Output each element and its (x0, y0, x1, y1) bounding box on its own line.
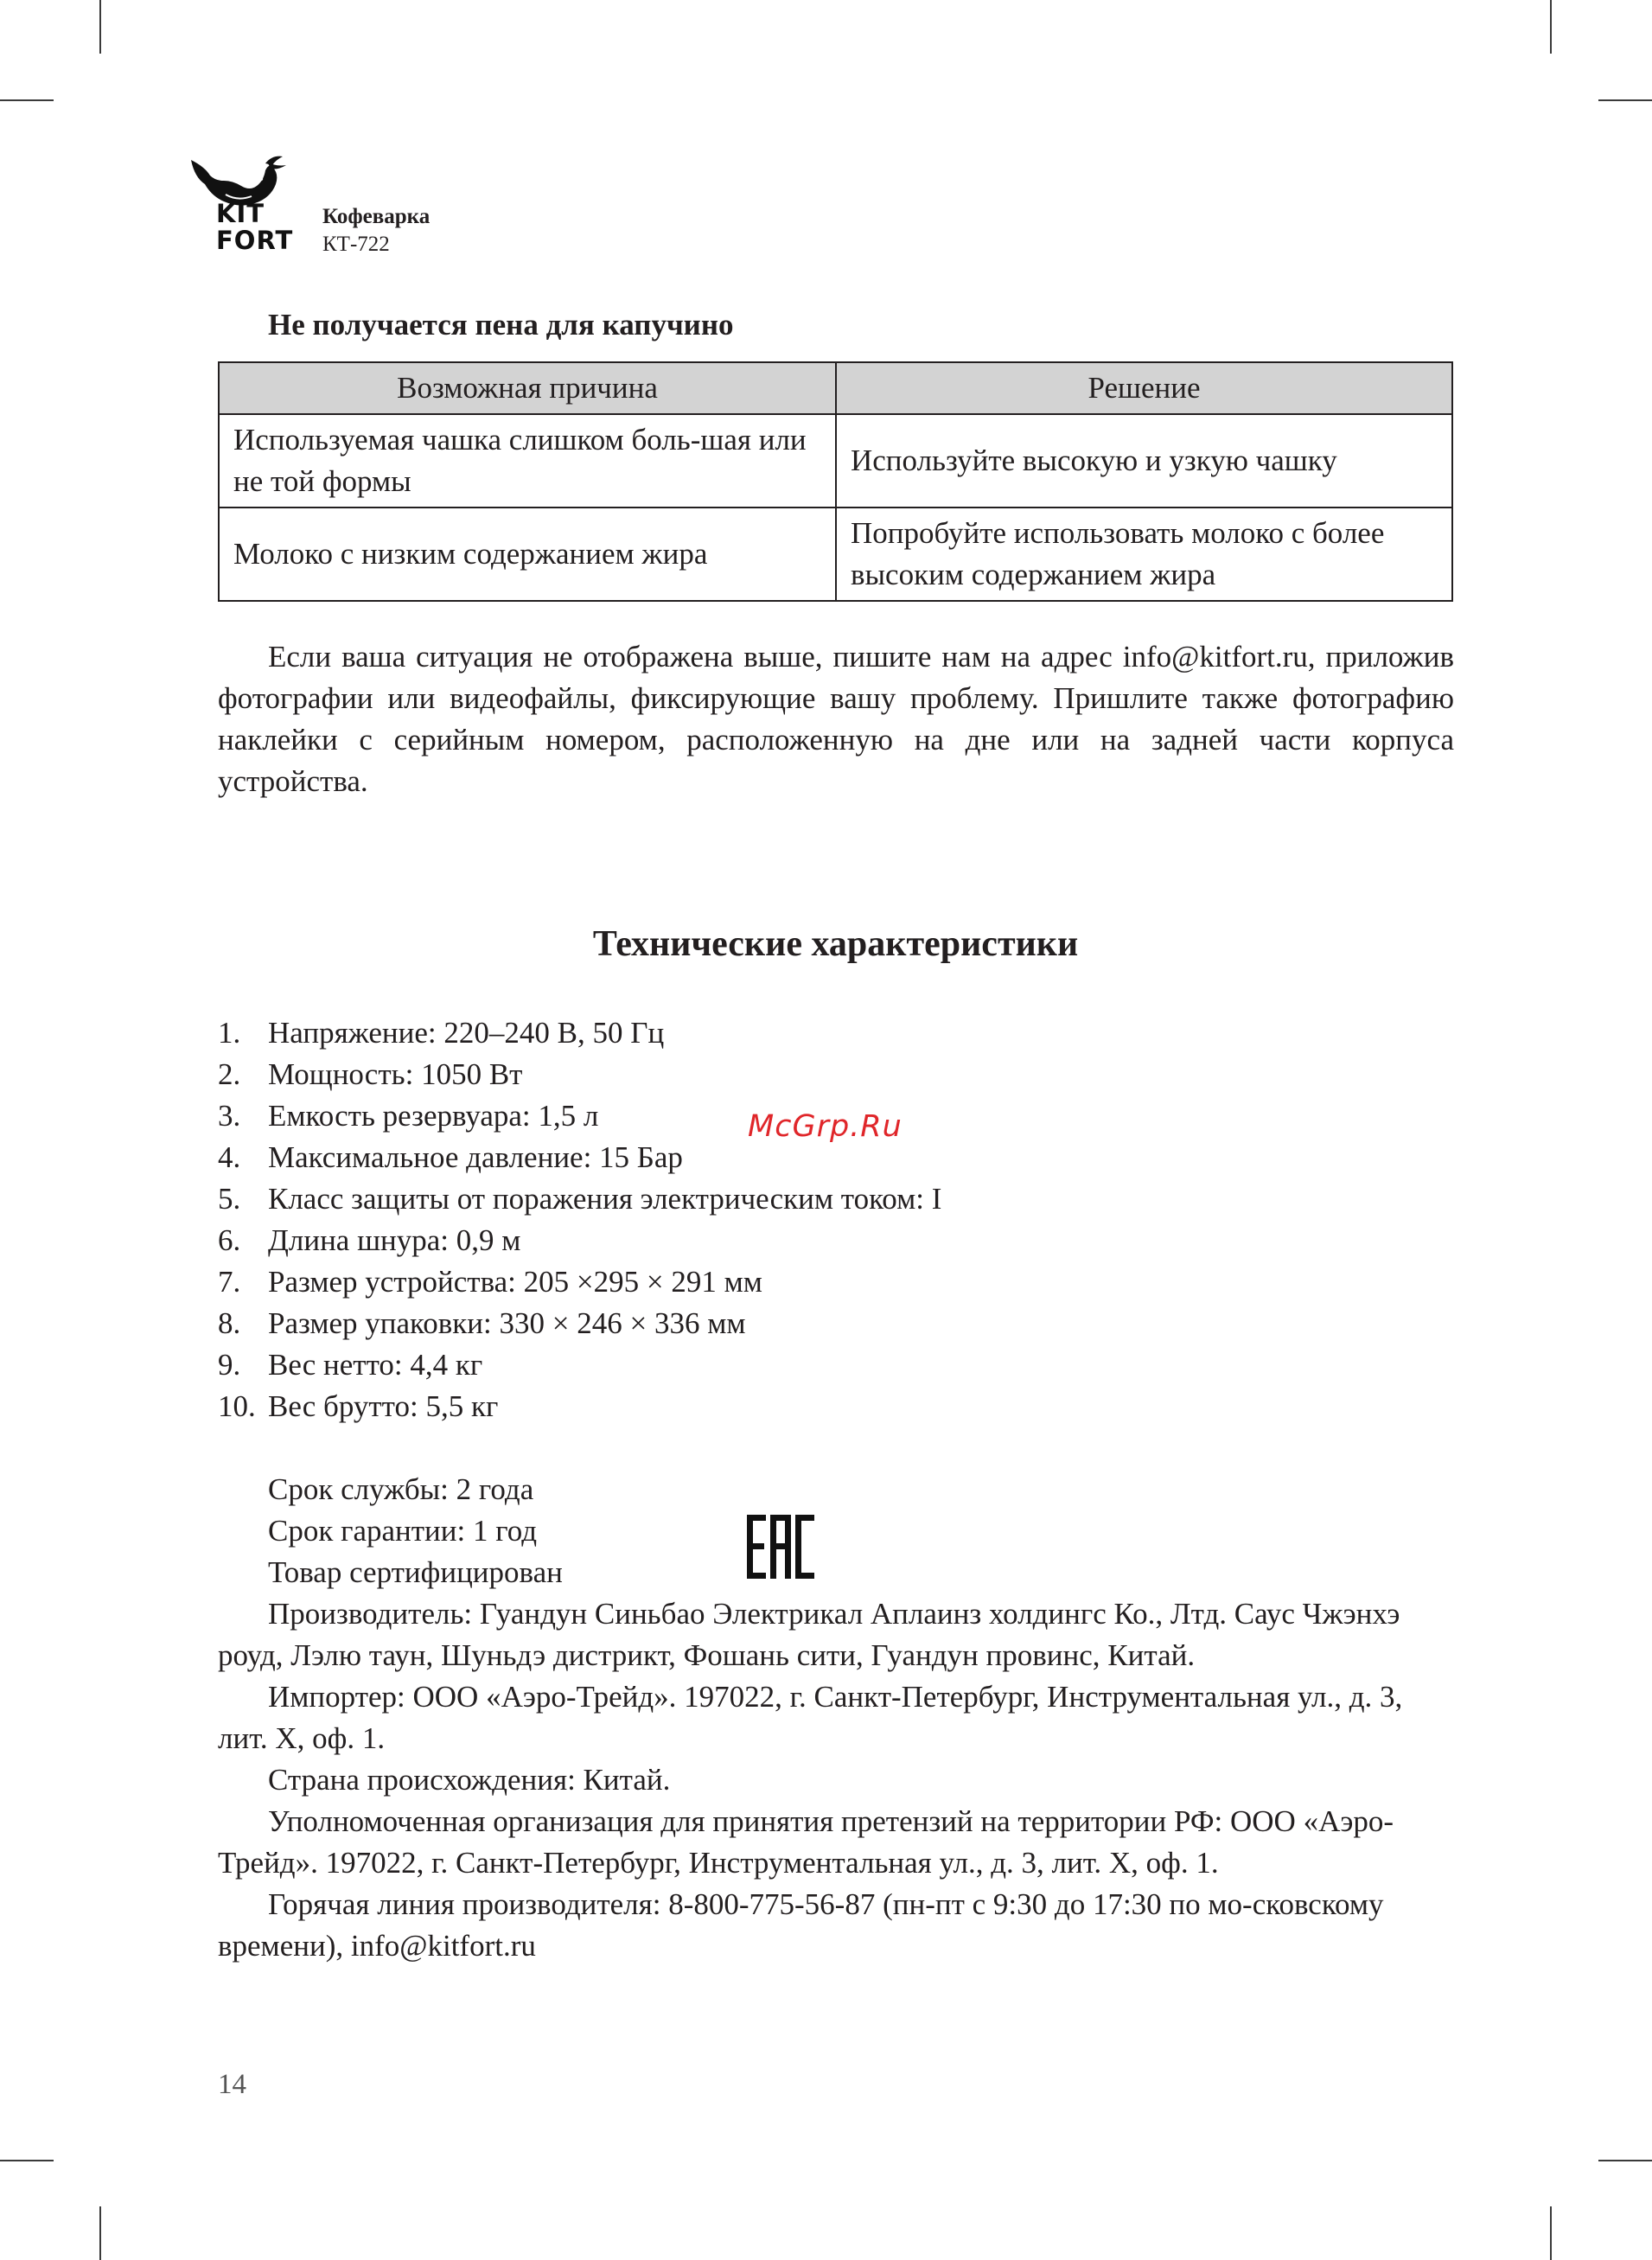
spec-text: Размер устройства: 205 ×295 × 291 мм (268, 1265, 762, 1299)
logo-line1: KIT (216, 199, 265, 228)
troubleshooting-title: Не получается пена для капучино (268, 308, 734, 342)
spec-item (218, 1012, 941, 1054)
spec-item (218, 1344, 941, 1386)
spec-number: 6. (218, 1223, 241, 1257)
spec-text: Класс защиты от поражения электрическим током: I (268, 1182, 942, 1216)
spec-text: Мощность: 1050 Вт (268, 1057, 523, 1091)
table-row (219, 508, 1452, 601)
watermark-link[interactable]: McGrp.Ru (748, 1109, 903, 1144)
spec-item (218, 1054, 941, 1095)
spec-text: Вес нетто: 4,4 кг (268, 1348, 483, 1382)
spec-number: 5. (218, 1182, 241, 1216)
column-header-cause: Возможная причина (219, 362, 836, 414)
table-row (219, 414, 1452, 508)
authorized-organization: Уполномоченная организация для принятия претензий на территории РФ: ООО «Аэро-Трейд». 197022, г. Санкт-Петербург, Инструментальная ул., д. 3, лит. Х, оф. 1. (218, 1804, 1394, 1880)
certification-note: Товар сертифицирован (268, 1555, 563, 1589)
page-number: 14 (218, 2069, 246, 2100)
product-model: КТ-722 (322, 233, 390, 256)
spec-item (218, 1386, 941, 1427)
manufacturer-info: Производитель: Гуандун Синьбао Электрикал Аплаинз холдингс Ко., Лтд. Саус Чжэнхэ роуд, Лэлю таун, Шуньдэ дистрикт, Фошань сити, Гуандун провинс, Китай. (218, 1597, 1400, 1672)
spec-item (218, 1261, 941, 1303)
spec-number: 2. (218, 1057, 241, 1091)
hotline-info: Горячая линия производителя: 8-800-775-56-87 (пн-пт с 9:30 до 17:30 по мо-сковскому времени), info@kitfort.ru (218, 1887, 1384, 1963)
spec-number: 9. (218, 1348, 241, 1382)
column-header-solution: Решение (836, 362, 1452, 414)
country-of-origin: Страна происхождения: Китай. (268, 1763, 671, 1797)
troubleshooting-table (218, 361, 1453, 602)
crop-mark (1550, 0, 1552, 54)
spec-item (218, 1220, 941, 1261)
spec-item (218, 1178, 941, 1220)
spec-number: 4. (218, 1140, 241, 1174)
spec-number: 3. (218, 1099, 241, 1133)
spec-item (218, 1303, 941, 1344)
crop-mark (0, 99, 54, 101)
crop-mark (1550, 2206, 1552, 2260)
cause-cell: Используемая чашка слишком боль-шая или не той формы (219, 414, 836, 508)
service-life: Срок службы: 2 года (268, 1472, 534, 1506)
spec-number: 1. (218, 1016, 241, 1050)
spec-text: Максимальное давление: 15 Бар (268, 1140, 683, 1174)
spec-number: 10. (218, 1389, 256, 1423)
crop-mark (1598, 2160, 1652, 2161)
table-header-row (219, 362, 1452, 414)
spec-text: Вес брутто: 5,5 кг (268, 1389, 499, 1423)
specs-list (218, 1012, 941, 1427)
cause-cell: Молоко с низким содержанием жира (219, 508, 836, 601)
spec-text: Напряжение: 220–240 В, 50 Гц (268, 1016, 665, 1050)
crop-mark (99, 0, 101, 54)
spec-number: 8. (218, 1306, 241, 1340)
spec-text: Емкость резервуара: 1,5 л (268, 1099, 599, 1133)
solution-cell: Используйте высокую и узкую чашку (836, 414, 1452, 508)
contact-paragraph: Если ваша ситуация не отображена выше, пишите нам на адрес info@kitfort.ru, приложив фотографии или видеофайлы, фиксирующие вашу проблему. Пришлите также фотографию наклейки с серийным номером, расположенную на дне или на задней части корпуса устройства. (218, 640, 1454, 798)
spec-text: Длина шнура: 0,9 м (268, 1223, 521, 1257)
product-name: Кофеварка (322, 205, 431, 228)
kitfort-logo-text (216, 201, 293, 254)
crop-mark (99, 2206, 101, 2260)
product-info (218, 1469, 1454, 1967)
specs-title: Технические характеристики (592, 924, 1079, 964)
logo-line2: FORT (216, 226, 294, 255)
spec-text: Размер упаковки: 330 × 246 × 336 мм (268, 1306, 746, 1340)
solution-cell: Попробуйте использовать молоко с более высоким содержанием жира (836, 508, 1452, 601)
eac-certification-icon (745, 1513, 816, 1580)
spec-number: 7. (218, 1265, 241, 1299)
crop-mark (1598, 99, 1652, 101)
importer-info: Импортер: ООО «Аэро-Трейд». 197022, г. Санкт-Петербург, Инструментальная ул., д. 3, лит. Х, оф. 1. (218, 1680, 1403, 1755)
crop-mark (0, 2160, 54, 2161)
warranty-period: Срок гарантии: 1 год (268, 1514, 538, 1548)
